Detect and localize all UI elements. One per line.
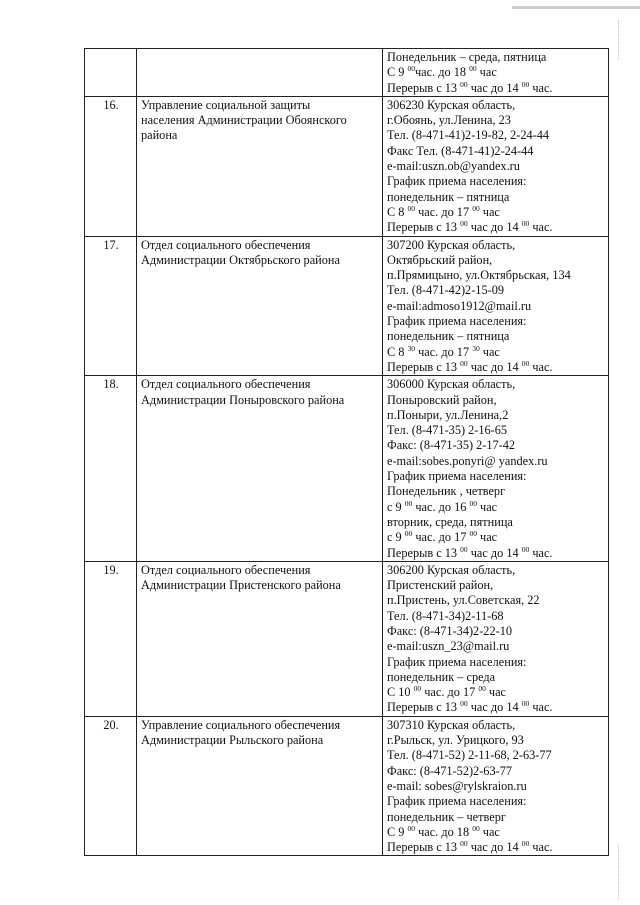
contact-line <box>387 655 605 670</box>
contact-line <box>387 530 605 545</box>
contact-line <box>387 423 605 438</box>
time-minutes-superscript: 00 <box>407 823 415 833</box>
contact-line <box>387 500 605 515</box>
contact-text: Перерыв с 13 <box>387 700 461 715</box>
contact-text: г.Рыльск, ул. Урицкого, 93 <box>387 733 524 748</box>
contact-text: e-mail:uszn.ob@yandex.ru <box>387 159 520 174</box>
table-row <box>85 49 609 97</box>
organization-name-line: Отдел социального обеспечения <box>141 377 311 392</box>
table-body <box>85 49 609 856</box>
contact-line <box>387 764 605 779</box>
contact-text: час <box>479 344 500 359</box>
organization-name-line: населения Администрации Обоянского <box>141 113 347 128</box>
contact-line <box>387 546 605 561</box>
contact-text: Понедельник – среда, пятница <box>387 50 547 64</box>
contact-text: Перерыв с 13 <box>387 840 461 855</box>
organization-name-line: Отдел социального обеспечения <box>141 562 311 577</box>
contact-text: Тел. (8-471-41)2-19-82, 2-24-44 <box>387 128 550 143</box>
contact-line <box>387 144 605 159</box>
contact-line <box>387 718 605 733</box>
time-minutes-superscript: 00 <box>521 219 530 229</box>
contact-text: час до 14 <box>467 80 522 95</box>
row-number: 18. <box>85 376 137 562</box>
contact-text: час <box>479 824 500 839</box>
contact-text: e-mail:admoso1912@mail.ru <box>387 298 532 313</box>
contact-line <box>387 314 605 329</box>
time-minutes-superscript: 00 <box>521 699 530 709</box>
contact-line <box>387 50 605 65</box>
contact-text: п.Поныри, ул.Ленина,2 <box>387 407 509 422</box>
contact-line <box>387 360 605 375</box>
organization-name-line: Администрации Пристенского района <box>141 578 341 593</box>
contact-line <box>387 794 605 809</box>
contact-line <box>387 685 605 700</box>
contact-line <box>387 578 605 593</box>
time-minutes-superscript: 00 <box>472 823 480 833</box>
table-row <box>85 236 609 376</box>
contact-line <box>387 438 605 453</box>
time-minutes-superscript: 00 <box>404 529 413 539</box>
contact-text: час до 14 <box>467 700 522 715</box>
contact-text: п.Пристень, ул.Советская, 22 <box>387 593 540 608</box>
contact-text: 306000 Курская область, <box>387 377 516 392</box>
contact-line <box>387 469 605 484</box>
contact-line <box>387 345 605 360</box>
row-number: 20. <box>85 716 137 856</box>
table-row <box>85 561 609 716</box>
contact-text: С 8 <box>387 344 408 359</box>
contact-text: понедельник – пятница <box>387 189 510 204</box>
time-minutes-superscript: 30 <box>472 343 480 353</box>
contact-text: г.Обоянь, ул.Ленина, 23 <box>387 113 511 128</box>
contact-text: час. до 17 <box>421 685 479 700</box>
row-number <box>85 49 137 97</box>
contact-text: Факс Тел. (8-471-41)2-24-44 <box>387 143 534 158</box>
contact-text: Факс: (8-471-34)2-22-10 <box>387 623 512 638</box>
organization-name <box>137 96 383 236</box>
organization-name-line: Управление социального обеспечения <box>141 717 341 732</box>
time-minutes-superscript: 00 <box>521 79 530 89</box>
organization-name-line: Администрации Рыльского района <box>141 733 324 748</box>
contact-text: e-mail: sobes@rylskraion.ru <box>387 778 527 793</box>
contact-line <box>387 624 605 639</box>
organization-name-line: Управление социальной защиты <box>141 97 311 112</box>
contact-line <box>387 700 605 715</box>
contact-text: С 9 <box>387 65 408 80</box>
contact-line <box>387 593 605 608</box>
contact-line <box>387 113 605 128</box>
time-minutes-superscript: 00 <box>469 64 477 74</box>
time-minutes-superscript: 00 <box>478 684 486 694</box>
contact-text: понедельник – среда <box>387 669 496 684</box>
organization-name <box>137 716 383 856</box>
time-minutes-superscript: 00 <box>407 64 415 74</box>
contact-line <box>387 98 605 113</box>
contact-text: Факс: (8-471-52)2-63-77 <box>387 763 512 778</box>
contact-text: Тел. (8-471-34)2-11-68 <box>387 608 504 623</box>
contact-text: с 9 <box>387 499 405 514</box>
contact-text: с 9 <box>387 530 405 545</box>
contact-text: e-mail:sobes.ponyri@ yandex.ru <box>387 453 548 468</box>
contact-text: 307200 Курская область, <box>387 237 516 252</box>
contact-text: п.Прямицыно, ул.Октябрьская, 134 <box>387 268 571 283</box>
contact-text: Тел. (8-471-42)2-15-09 <box>387 283 504 298</box>
contact-line <box>387 220 605 235</box>
table-row <box>85 96 609 236</box>
contact-info <box>383 716 609 856</box>
contact-text: час <box>485 685 507 700</box>
contact-text: График приема населения: <box>387 469 527 484</box>
row-number: 16. <box>85 96 137 236</box>
contact-text: 306200 Курская область, <box>387 562 516 577</box>
contact-text: час. до 16 <box>412 499 470 514</box>
contact-text: час до 14 <box>467 840 522 855</box>
contact-text: час <box>479 204 500 219</box>
contact-text: понедельник – пятница <box>387 329 510 344</box>
contact-line <box>387 81 605 96</box>
contact-line <box>387 670 605 685</box>
contact-text: час до 14 <box>467 359 522 374</box>
contact-text: Перерыв с 13 <box>387 220 461 235</box>
contact-text: час. <box>529 840 553 855</box>
contact-line <box>387 238 605 253</box>
contact-text: час. <box>529 80 553 95</box>
contact-line <box>387 377 605 392</box>
contact-text: вторник, среда, пятница <box>387 514 513 529</box>
contact-line <box>387 283 605 298</box>
contact-text: час <box>476 530 498 545</box>
contact-line <box>387 825 605 840</box>
contact-text: час. до 18 <box>415 824 473 839</box>
contact-line <box>387 748 605 763</box>
time-minutes-superscript: 00 <box>469 529 477 539</box>
contact-info <box>383 49 609 97</box>
row-number: 19. <box>85 561 137 716</box>
contact-text: час до 14 <box>467 220 522 235</box>
contact-text: час. <box>529 359 553 374</box>
time-minutes-superscript: 00 <box>407 203 415 213</box>
contact-text: Тел. (8-471-35) 2-16-65 <box>387 423 508 438</box>
time-minutes-superscript: 00 <box>521 544 530 554</box>
contact-line <box>387 253 605 268</box>
scan-corner-mark <box>512 6 640 9</box>
contact-line <box>387 408 605 423</box>
contact-text: час. до 18 <box>415 65 470 80</box>
organization-name-line: района <box>141 128 178 143</box>
contact-text: Перерыв с 13 <box>387 80 461 95</box>
table-row <box>85 376 609 562</box>
contact-text: График приема населения: <box>387 654 527 669</box>
contact-text: Октябрьский район, <box>387 252 493 267</box>
scan-edge-mark-bottom <box>618 845 620 900</box>
contact-line <box>387 733 605 748</box>
time-minutes-superscript: 00 <box>460 219 468 229</box>
organization-name <box>137 236 383 376</box>
contact-text: С 10 <box>387 685 414 700</box>
contact-line <box>387 299 605 314</box>
contact-text: График приема населения: <box>387 314 527 329</box>
contact-text: час <box>476 499 498 514</box>
contact-line <box>387 484 605 499</box>
time-minutes-superscript: 00 <box>460 79 468 89</box>
contact-info <box>383 96 609 236</box>
contact-text: Перерыв с 13 <box>387 545 461 560</box>
contact-text: час. <box>529 220 553 235</box>
contact-line <box>387 840 605 855</box>
contact-text: час до 14 <box>467 545 522 560</box>
contact-line <box>387 393 605 408</box>
contact-info <box>383 376 609 562</box>
contact-line <box>387 515 605 530</box>
contact-text: График приема населения: <box>387 174 527 189</box>
organization-name <box>137 49 383 97</box>
contact-text: Тел. (8-471-52) 2-11-68, 2-63-77 <box>387 748 552 763</box>
contact-text: Перерыв с 13 <box>387 359 461 374</box>
contact-info <box>383 236 609 376</box>
row-number: 17. <box>85 236 137 376</box>
contact-text: Поныровский район, <box>387 392 497 407</box>
time-minutes-superscript: 00 <box>413 684 422 694</box>
scan-edge-mark-top <box>618 20 620 60</box>
organization-name-line: Администрации Поныровского района <box>141 392 345 407</box>
contact-text: час. <box>529 545 553 560</box>
contact-text: понедельник – четверг <box>387 809 506 824</box>
contact-text: 306230 Курская область, <box>387 97 516 112</box>
organization-name <box>137 561 383 716</box>
time-minutes-superscript: 00 <box>460 544 468 554</box>
social-services-table <box>84 48 609 856</box>
contact-text: час <box>476 65 497 80</box>
time-minutes-superscript: 00 <box>460 839 468 849</box>
time-minutes-superscript: 00 <box>469 498 477 508</box>
contact-line <box>387 329 605 344</box>
organization-name <box>137 376 383 562</box>
time-minutes-superscript: 00 <box>460 358 468 368</box>
time-minutes-superscript: 30 <box>407 343 415 353</box>
organization-name-line: Отдел социального обеспечения <box>141 237 311 252</box>
contact-text: час. до 17 <box>415 344 473 359</box>
contact-line <box>387 639 605 654</box>
contact-line <box>387 268 605 283</box>
contact-text: 307310 Курская область, <box>387 717 516 732</box>
time-minutes-superscript: 00 <box>472 203 480 213</box>
time-minutes-superscript: 00 <box>521 358 530 368</box>
contact-text: Понедельник , четверг <box>387 484 506 499</box>
contact-line <box>387 65 605 80</box>
contact-text: e-mail:uszn_23@mail.ru <box>387 639 510 654</box>
contact-text: С 8 <box>387 204 408 219</box>
organization-name-line: Администрации Октябрьского района <box>141 252 340 267</box>
contact-line <box>387 810 605 825</box>
contact-text: час. <box>529 700 553 715</box>
contact-line <box>387 563 605 578</box>
time-minutes-superscript: 00 <box>521 839 530 849</box>
contact-line <box>387 174 605 189</box>
contact-text: С 9 <box>387 824 408 839</box>
contact-text: Факс: (8-471-35) 2-17-42 <box>387 438 516 453</box>
table-row <box>85 716 609 856</box>
contact-line <box>387 159 605 174</box>
contact-text: час. до 17 <box>412 530 470 545</box>
contact-line <box>387 205 605 220</box>
contact-line <box>387 128 605 143</box>
contact-line <box>387 454 605 469</box>
contact-line <box>387 609 605 624</box>
time-minutes-superscript: 00 <box>460 699 468 709</box>
contact-text: час. до 17 <box>415 204 473 219</box>
contact-line <box>387 779 605 794</box>
contact-line <box>387 190 605 205</box>
time-minutes-superscript: 00 <box>404 498 413 508</box>
contact-info <box>383 561 609 716</box>
contact-text: Пристенский район, <box>387 578 494 593</box>
contact-text: График приема населения: <box>387 794 527 809</box>
